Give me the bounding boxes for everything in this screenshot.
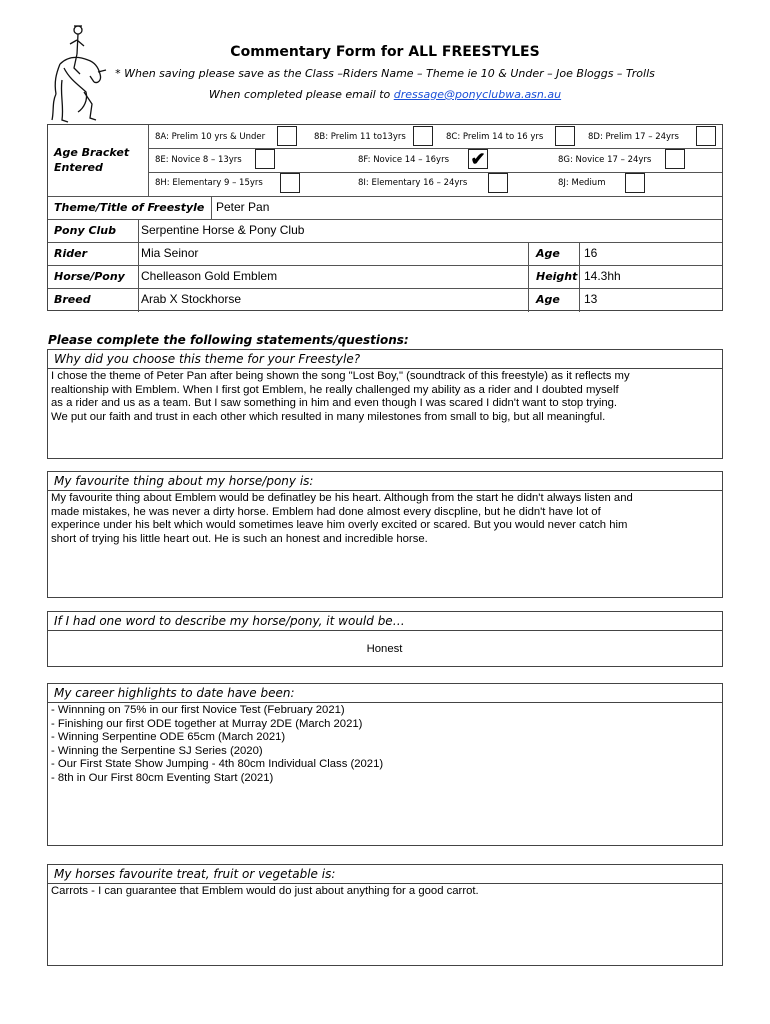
question-label: My favourite thing about my horse/pony is: bbox=[48, 472, 722, 491]
answer-field[interactable]: Carrots - I can guarantee that Emblem would do just about anything for a good carrot. bbox=[51, 885, 479, 897]
theme-field[interactable]: Peter Pan bbox=[216, 200, 270, 214]
question-favourite-treat bbox=[47, 864, 723, 966]
option-8j-label: 8J: Medium bbox=[558, 178, 606, 188]
save-instruction: * When saving please save as the Class –Riders Name – Theme ie 10 & Under – Joe Bloggs – Trolls bbox=[115, 67, 655, 80]
answer-field[interactable]: My favourite thing about Emblem would be definatley be his heart. Although from the start he didn't always listen and made mistakes, he was never a dirty horse. Emblem had done almost every discpline, but he didn't have lot of experince under his belt which would sometimes leave him overly excited or scared. But you would never catch him short of trying his little heart out. He is such an honest and incredible horse. bbox=[51, 492, 633, 545]
question-one-word bbox=[47, 611, 723, 667]
option-8a-checkbox[interactable] bbox=[277, 126, 297, 146]
entry-details-table bbox=[47, 124, 723, 311]
option-8d-checkbox[interactable] bbox=[696, 126, 716, 146]
question-label: Why did you choose this theme for your Freestyle? bbox=[48, 350, 722, 369]
option-8c-checkbox[interactable] bbox=[555, 126, 575, 146]
option-8h-checkbox[interactable] bbox=[280, 173, 300, 193]
answer-field[interactable]: Honest bbox=[366, 643, 403, 655]
question-label: If I had one word to describe my horse/pony, it would be… bbox=[48, 612, 722, 631]
option-8f-checkbox[interactable]: ✔ bbox=[468, 149, 488, 169]
breed-label: Breed bbox=[54, 293, 91, 306]
option-8j-checkbox[interactable] bbox=[625, 173, 645, 193]
breed-field[interactable]: Arab X Stockhorse bbox=[141, 292, 242, 306]
question-label: My horses favourite treat, fruit or vegetable is: bbox=[48, 865, 722, 884]
height-label: Height bbox=[536, 270, 578, 283]
email-instruction bbox=[0, 88, 770, 101]
email-link[interactable]: dressage@ponyclubwa.asn.au bbox=[393, 88, 562, 101]
option-8e-checkbox[interactable] bbox=[255, 149, 275, 169]
rider-age-field[interactable]: 16 bbox=[584, 246, 598, 260]
rider-field[interactable]: Mia Seinor bbox=[141, 246, 199, 260]
questions-heading: Please complete the following statements/questions: bbox=[48, 333, 409, 347]
age-bracket-label: Age Bracket Entered bbox=[54, 146, 130, 174]
horse-age-label: Age bbox=[536, 293, 560, 306]
height-field[interactable]: 14.3hh bbox=[584, 269, 621, 283]
question-label: My career highlights to date have been: bbox=[48, 684, 722, 703]
option-8g-label: 8G: Novice 17 – 24yrs bbox=[558, 155, 652, 165]
option-8g-checkbox[interactable] bbox=[665, 149, 685, 169]
answer-field[interactable]: I chose the theme of Peter Pan after being shown the song "Lost Boy," (soundtrack of this freestyle) as it reflects my realtionship with Emblem. When I first got Emblem, he really challenged my ability as a rider and I doubted myself as a rider and us as a team. But I saw something in him and even though I was scared I didn't want to stop trying. We put our faith and trust in each other which resulted in many milestones from small to big, but all meaningful. bbox=[51, 370, 630, 423]
theme-label: Theme/Title of Freestyle bbox=[54, 201, 205, 214]
option-8e-label: 8E: Novice 8 – 13yrs bbox=[155, 155, 242, 165]
horse-label: Horse/Pony bbox=[54, 270, 125, 283]
pony-club-field[interactable]: Serpentine Horse & Pony Club bbox=[141, 223, 305, 237]
answer-field[interactable]: - Winnning on 75% in our first Novice Test (February 2021) - Finishing our first ODE together at Murray 2DE (March 2021) - Winning Serpentine ODE 65cm (March 2021) - Winning the Serpentine SJ Series (2020) - Our First State Show Jumping - 4th 80cm Individual Class (2021) - 8th in Our First 80cm Eventing Start (2021) bbox=[51, 704, 384, 784]
horse-age-field[interactable]: 13 bbox=[584, 292, 598, 306]
rider-label: Rider bbox=[54, 247, 87, 260]
option-8c-label: 8C: Prelim 14 to 16 yrs bbox=[446, 132, 544, 142]
pony-club-label: Pony Club bbox=[54, 224, 116, 237]
question-career-highlights bbox=[47, 683, 723, 846]
form-title: Commentary Form for ALL FREESTYLES bbox=[230, 44, 540, 60]
option-8i-label: 8I: Elementary 16 – 24yrs bbox=[358, 178, 468, 188]
question-favourite-thing bbox=[47, 471, 723, 598]
option-8b-label: 8B: Prelim 11 to13yrs bbox=[314, 132, 406, 142]
option-8d-label: 8D: Prelim 17 – 24yrs bbox=[588, 132, 679, 142]
option-8a-label: 8A: Prelim 10 yrs & Under bbox=[155, 132, 266, 142]
email-instruction-prefix: When completed please email to bbox=[208, 88, 394, 101]
rider-age-label: Age bbox=[536, 247, 560, 260]
option-8h-label: 8H: Elementary 9 – 15yrs bbox=[155, 178, 263, 188]
option-8i-checkbox[interactable] bbox=[488, 173, 508, 193]
option-8f-label: 8F: Novice 14 – 16yrs bbox=[358, 155, 449, 165]
horse-field[interactable]: Chelleason Gold Emblem bbox=[141, 269, 278, 283]
question-theme-reason bbox=[47, 349, 723, 459]
option-8b-checkbox[interactable] bbox=[413, 126, 433, 146]
